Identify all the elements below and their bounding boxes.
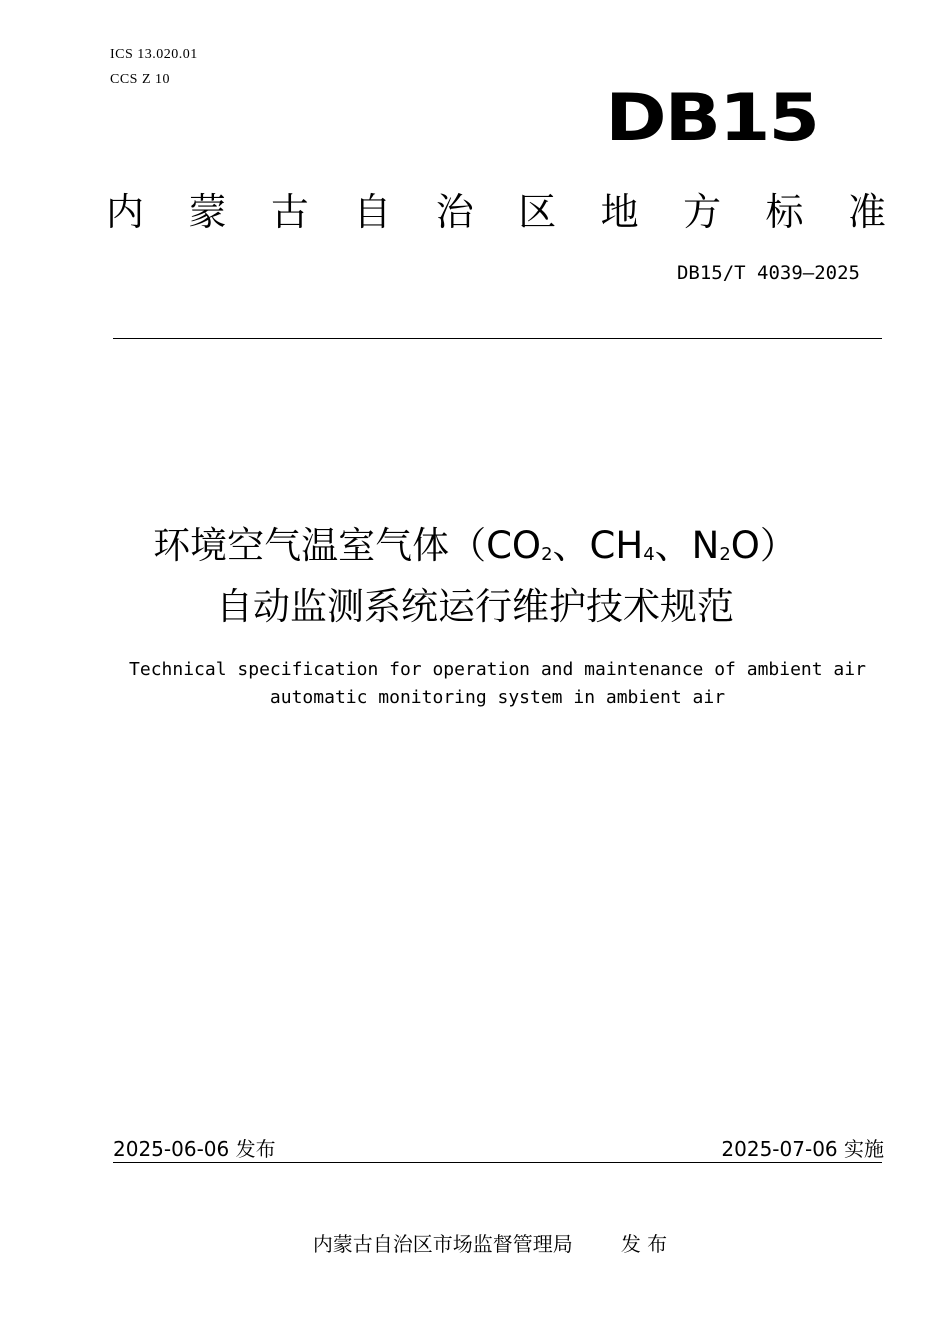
implementation-date: 2025-07-06 实施 <box>721 1137 884 1161</box>
standard-type-char: 方 <box>683 189 722 234</box>
chinese-title <box>0 520 950 633</box>
title-subscript-3: 2 <box>719 544 731 565</box>
english-title <box>0 656 950 712</box>
title-part-c: 、N <box>654 524 720 567</box>
standard-type-char: 自 <box>353 189 392 234</box>
top-divider <box>113 338 882 339</box>
title-part-b: 、CH <box>552 524 644 567</box>
chinese-title-line-1 <box>0 520 950 581</box>
ics-code: ICS 13.020.01 <box>110 47 198 62</box>
standard-type-char: 治 <box>435 189 474 234</box>
english-title-line-1: Technical specification for operation and maintenance of ambient air <box>129 659 866 680</box>
issuer-action: 发 布 <box>620 1232 668 1256</box>
title-part-a: 环境空气温室气体（CO <box>153 524 542 567</box>
standard-number: DB15/T 4039—2025 <box>676 262 860 284</box>
issue-date: 2025-06-06 发布 <box>113 1137 276 1161</box>
standard-type-char: 地 <box>600 189 639 234</box>
title-subscript-2: 4 <box>643 544 655 565</box>
issuer-line <box>0 1228 950 1257</box>
chinese-title-line-2: 自动监测系统运行维护技术规范 <box>216 585 734 628</box>
issuer-name: 内蒙古自治区市场监督管理局 <box>312 1232 573 1256</box>
standard-type-char: 古 <box>270 189 309 234</box>
english-title-line-2: automatic monitoring system in ambient air <box>269 687 726 708</box>
standard-type-char: 标 <box>765 189 804 234</box>
bottom-divider <box>113 1162 882 1163</box>
db15-logo: DB15 <box>605 80 818 156</box>
standard-type-char: 蒙 <box>188 189 227 234</box>
title-part-d: O） <box>730 524 797 567</box>
title-subscript-1: 2 <box>541 544 553 565</box>
standard-type-heading <box>106 184 886 232</box>
standard-type-char: 内 <box>106 189 145 234</box>
ccs-code: CCS Z 10 <box>110 72 171 87</box>
standard-type-char: 区 <box>518 189 557 234</box>
standard-type-char: 准 <box>847 189 886 234</box>
